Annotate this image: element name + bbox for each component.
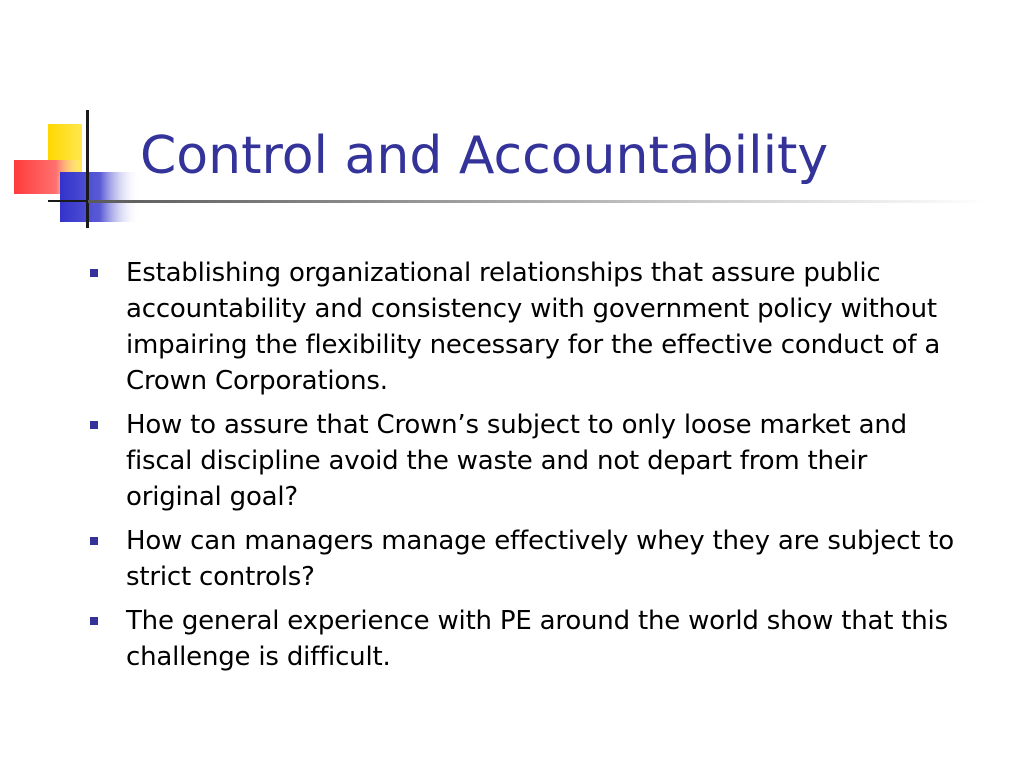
bullet-item [88, 407, 968, 515]
bullet-text: How can managers manage effectively whey they are subject to strict controls? [126, 526, 954, 592]
title-underline [88, 200, 988, 203]
logo-vertical-line [86, 110, 89, 228]
slide-title: Control and Accountability [140, 126, 829, 186]
bullet-square-icon [90, 617, 98, 625]
bullet-item [88, 255, 968, 399]
bullet-square-icon [90, 421, 98, 429]
bullet-item [88, 523, 968, 595]
bullet-square-icon [90, 537, 98, 545]
bullet-text: The general experience with PE around the world show that this challenge is difficult. [126, 606, 948, 672]
bullet-item [88, 603, 968, 675]
logo-blue-bar [60, 172, 140, 222]
bullet-list [88, 255, 968, 683]
decorative-logo-graphic [0, 0, 160, 240]
bullet-text: How to assure that Crown’s subject to only loose market and fiscal discipline avoid the waste and not depart from their original goal? [126, 410, 907, 512]
bullet-text: Establishing organizational relationships that assure public accountability and consistency with government policy without impairing the flexibility necessary for the effective conduct of a Crown Corporations. [126, 258, 941, 396]
bullet-square-icon [90, 269, 98, 277]
